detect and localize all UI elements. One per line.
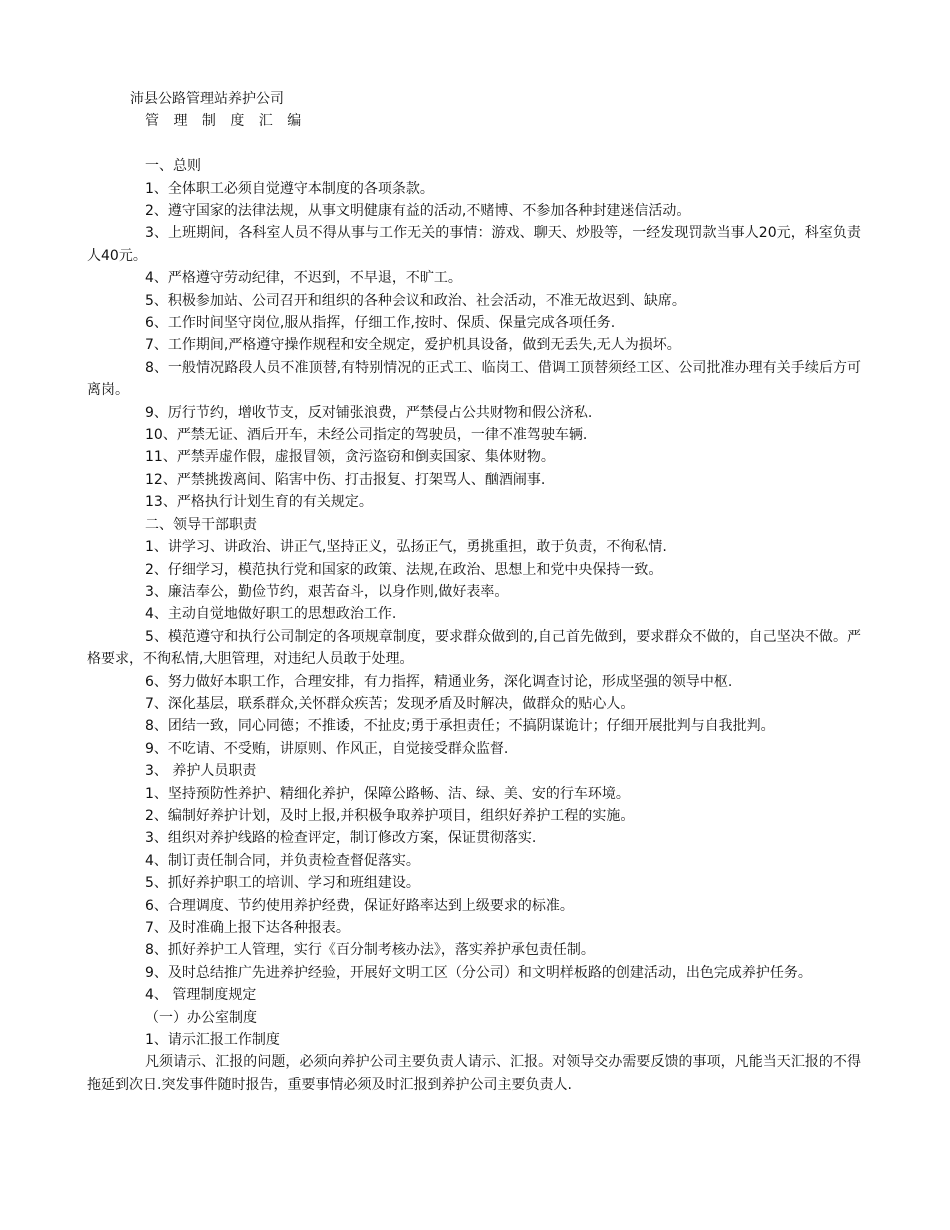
paragraph: 9、及时总结推广先进养护经验，开展好文明工区（分公司）和文明样板路的创建活动，出色完成养护任务。 bbox=[145, 964, 812, 981]
paragraph: 1、讲学习、讲政治、讲正气,坚持正义，弘扬正气，勇挑重担，敢于负责，不徇私情. bbox=[145, 539, 667, 556]
paragraph: 5、抓好养护职工的培训、学习和班组建设。 bbox=[145, 875, 420, 892]
paragraph: 6、努力做好本职工作，合理安排，有力指挥，精通业务，深化调查讨论，形成坚强的领导中枢. bbox=[145, 673, 733, 690]
paragraph: 4、严格遵守劳动纪律，不迟到，不早退，不旷工。 bbox=[145, 270, 462, 287]
blank-line bbox=[87, 133, 861, 155]
paragraph: 1、坚持预防性养护、精细化养护，保障公路畅、洁、绿、美、安的行车环境。 bbox=[145, 785, 630, 802]
paragraph: 2、编制好养护计划，及时上报,并积极争取养护项目，组织好养护工程的实施。 bbox=[145, 807, 635, 824]
section-heading: 3、 养护人员职责 bbox=[145, 763, 257, 780]
paragraph: 12、严禁挑拨离间、陷害中伤、打击报复、打架骂人、酗酒闹事. bbox=[145, 471, 546, 488]
paragraph: 5、积极参加站、公司召开和组织的各种会议和政治、社会活动，不准无故迟到、缺席。 bbox=[145, 292, 686, 309]
paragraph: 6、工作时间坚守岗位,服从指挥，仔细工作,按时、保质、保量完成各项任务. bbox=[145, 315, 616, 332]
paragraph: 13、严格执行计划生育的有关规定。 bbox=[145, 494, 373, 511]
paragraph: 7、及时准确上报下达各种报表。 bbox=[145, 920, 350, 937]
paragraph: 11、严禁弄虚作假，虚报冒领，贪污盗窃和倒卖国家、集体财物。 bbox=[145, 449, 555, 466]
paragraph: 3、组织对养护线路的检查评定，制订修改方案，保证贯彻落实. bbox=[145, 830, 537, 847]
paragraph: 2、仔细学习，模范执行党和国家的政策、法规,在政治、思想上和党中央保持一致。 bbox=[145, 561, 663, 578]
paragraph: 7、深化基层，联系群众,关怀群众疾苦；发现矛盾及时解决，做群众的贴心人。 bbox=[145, 695, 635, 712]
subsection-heading: （一）办公室制度 bbox=[145, 1009, 257, 1026]
section-heading: 一、总则 bbox=[145, 158, 201, 175]
document-body bbox=[87, 88, 861, 1096]
paragraph: 3、廉洁奉公，勤俭节约，艰苦奋斗，以身作则,做好表率。 bbox=[145, 583, 509, 600]
section-heading: 二、领导干部职责 bbox=[145, 516, 257, 533]
section-heading: 4、 管理制度规定 bbox=[145, 987, 257, 1004]
paragraph: 8、团结一致，同心同德；不推诿，不扯皮;勇于承担责任；不搞阴谋诡计；仔细开展批判与自我批判。 bbox=[145, 718, 775, 735]
paragraph: 9、厉行节约，增收节支，反对铺张浪费，严禁侵占公共财物和假公济私. bbox=[145, 404, 593, 421]
paragraph: 3、上班期间，各科室人员不得从事与工作无关的事情：游戏、聊天、炒股等，一经发现罚款当事人20元，科室负责人40元。 bbox=[87, 225, 861, 264]
paragraph: 凡须请示、汇报的问题，必须向养护公司主要负责人请示、汇报。对领导交办需要反馈的事项，凡能当天汇报的不得拖延到次日.突发事件随时报告，重要事情必须及时汇报到养护公司主要负责人. bbox=[87, 1054, 861, 1093]
paragraph: 10、严禁无证、酒后开车，未经公司指定的驾驶员，一律不准驾驶车辆. bbox=[145, 427, 588, 444]
subsection-item-heading: 1、请示汇报工作制度 bbox=[145, 1032, 280, 1049]
document-title: 管 理 制 度 汇 编 bbox=[145, 113, 307, 130]
paragraph: 8、抓好养护工人管理，实行《百分制考核办法》，落实养护承包责任制。 bbox=[145, 942, 595, 959]
paragraph: 1、全体职工必须自觉遵守本制度的各项条款。 bbox=[145, 180, 434, 197]
organization-name: 沛县公路管理站养护公司 bbox=[130, 91, 284, 107]
paragraph: 5、模范遵守和执行公司制定的各项规章制度，要求群众做到的,自己首先做到，要求群众不做的，自己坚决不做。严格要求，不徇私情,大胆管理，对违纪人员敢于处理。 bbox=[87, 628, 861, 668]
paragraph: 8、一般情况路段人员不准顶替,有特别情况的正式工、临岗工、借调工顶替须经工区、公司批准办理有关手续后方可离岗。 bbox=[87, 359, 861, 399]
paragraph: 9、不吃请、不受贿，讲原则、作风正，自觉接受群众监督. bbox=[145, 740, 509, 757]
paragraph: 4、主动自觉地做好职工的思想政治工作. bbox=[145, 606, 397, 623]
paragraph: 4、制订责任制合同，并负责检查督促落实。 bbox=[145, 852, 420, 869]
paragraph: 6、合理调度、节约使用养护经费，保证好路率达到上级要求的标准。 bbox=[145, 897, 574, 914]
paragraph: 2、遵守国家的法律法规，从事文明健康有益的活动,不赌博、不参加各种封建迷信活动。 bbox=[145, 203, 691, 220]
paragraph: 7、工作期间,严格遵守操作规程和安全规定，爱护机具设备，做到无丢失,无人为损坏。 bbox=[145, 337, 681, 354]
